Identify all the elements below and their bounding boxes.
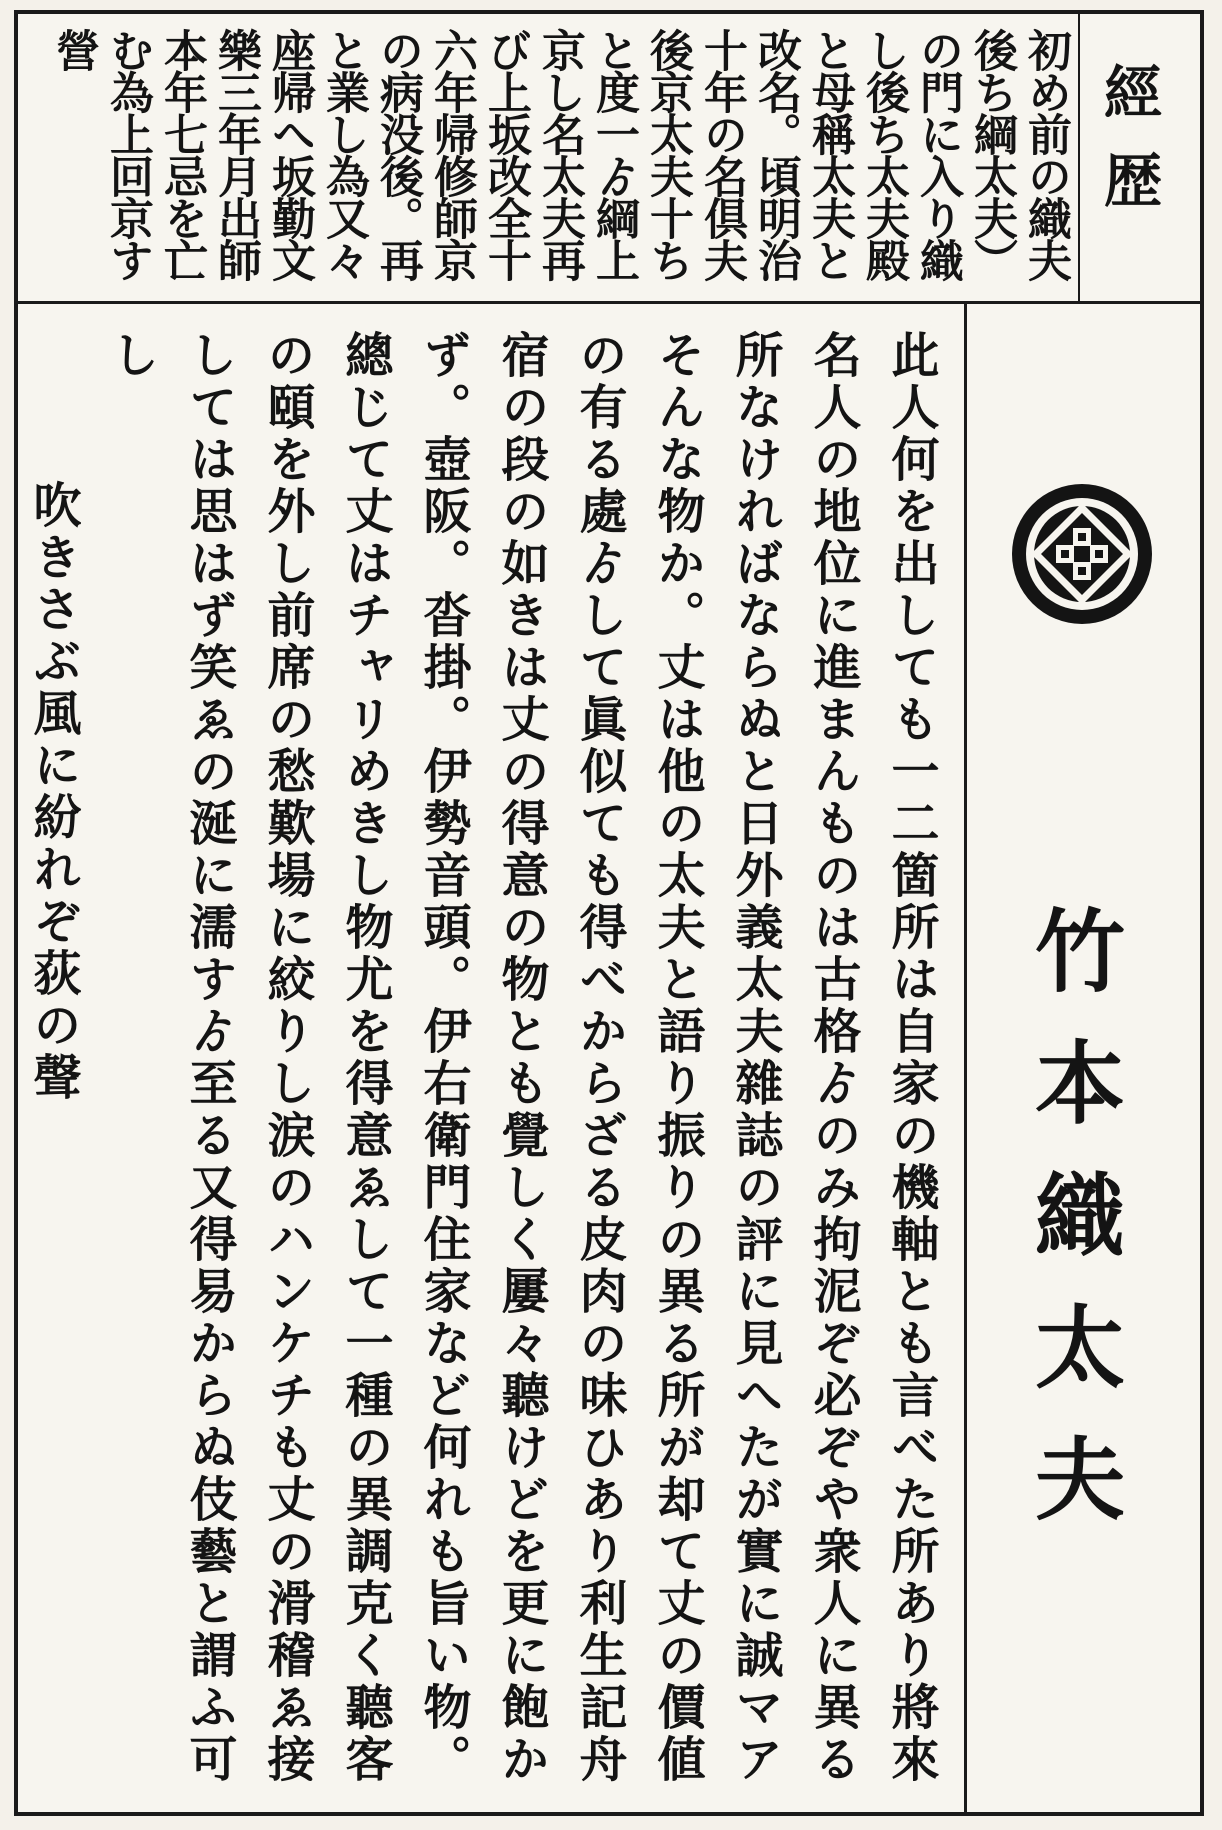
document-page [14,10,1204,1816]
closing-poem: 吹きさぶ風に紛れぞ荻の聲 [25,480,81,1104]
family-crest-icon [1007,479,1157,629]
article-text: 此人何を出しても一二箇所は自家の機軸とも言べた所あり將來名人の地位に進まんものは古格ゟのみ拘泥ぞ必ぞや衆人に異る所なければならぬと日外義太夫雜誌の評に見へたが實に誠マアそんな物か。丈は他の太夫と語り振りの異る所が却て丈の價値の有る處ゟして眞似ても得べからざる皮肉の味ひあり利生記舟宿の段の如きは丈の得意の物とも覺しく屢々聽けどを更に飽かず。壺阪。沓掛。伊勢音頭。伊右衛門住家など何れも旨い物。總じて丈はチャリめきし物尤を得意ゑして一種の異調克く聽客の頤を外し前席の愁歎場に絞りし涙のハンケチも丈の滑稽ゑ接しては思はず笑ゑの涎に濡すゟ至る又得易からぬ伎藝と謂ふ可し [103,330,939,1786]
divider [1078,14,1080,301]
history-text: 初め前の織夫後ち綱太夫）の門に入り織し後ち太夫殿と母稱太夫と改名。頃明治十年の名倶夫後京太夫十ちと度一ゟ綱上京し名太夫再び上坂改全十六年帰修師京の病没後。再と業し為又々座帰へ坂勤文樂三年月出師本年七忌を亡む為上回京す營 [48,28,1071,280]
section-label: 經歴 [1094,62,1162,238]
performer-name: 竹本織太夫 [1019,904,1125,1564]
article-body [25,330,950,1790]
history-section [18,14,1200,304]
title-panel [964,304,1200,1816]
